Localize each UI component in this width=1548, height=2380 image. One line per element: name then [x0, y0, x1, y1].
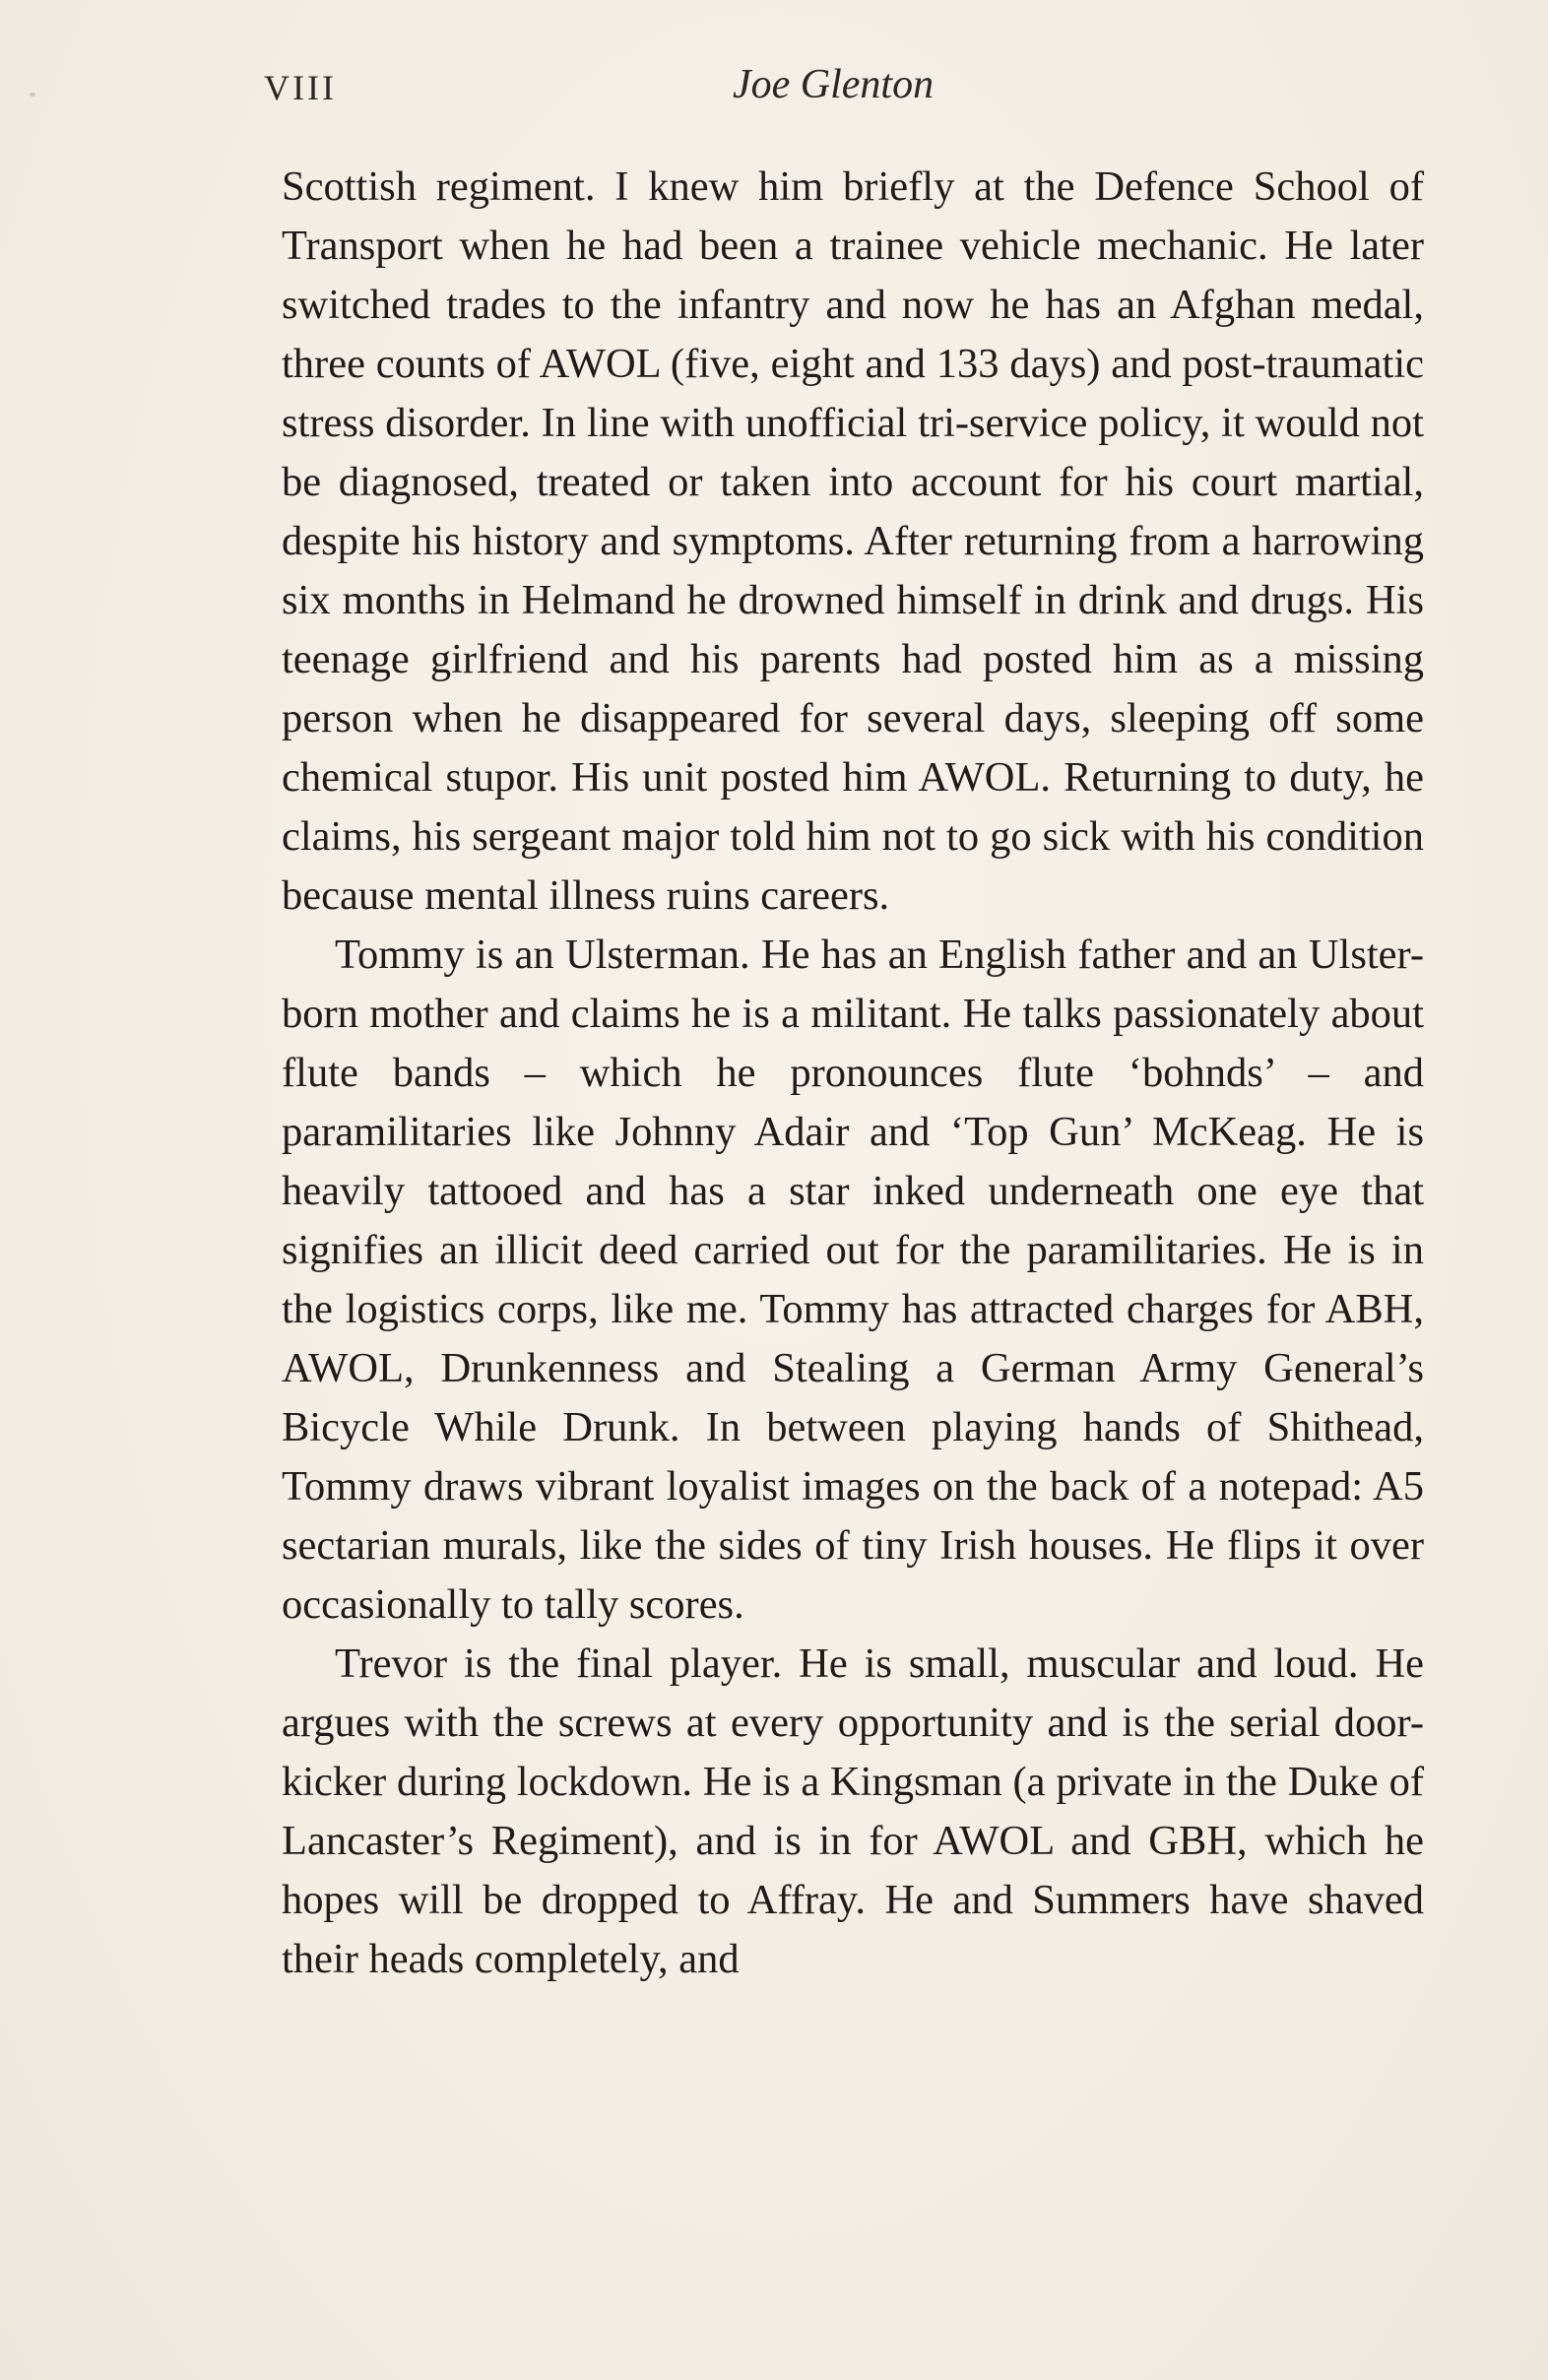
- paragraph-2: Tommy is an Ulsterman. He has an English father and an Ulster-born mother and claims he is a militant. He talks passionately about flute bands – which he pronounces flute ‘bohnds’ – and paramilitaries like Johnny Adair and ‘Top Gun’ McKeag. He is heavily tattooed and has a star inked underneath one eye that signifies an illicit deed carried out for the paramilitaries. He is in the logistics corps, like me. Tommy has attracted charges for ABH, AWOL, Drunkenness and Stealing a German Army General’s Bicycle While Drunk. In between playing hands of Shithead, Tommy draws vibrant loyalist images on the back of a notepad: A5 sectarian murals, like the sides of tiny Irish houses. He flips it over occasionally to tally scores.: [282, 932, 1424, 1628]
- page-number: VIII: [264, 68, 337, 107]
- paragraph-1: Scottish regiment. I knew him briefly at the Defence School of Transport when he had been a trainee vehicle mechanic. He later switched trades to the infantry and now he has an Afghan medal, three counts of AWOL (five, eight and 133 days) and post-traumatic stress disorder. In line with unofficial tri-service policy, it would not be diagnosed, treated or taken into account for his court martial, despite his history and symptoms. After returning from a harrowing six months in Helmand he drowned himself in drink and drugs. His teenage girlfriend and his parents had posted him as a missing person when he disappeared for several days, sleeping off some chemical stupor. His unit posted him AWOL. Returning to duty, he claims, his sergeant major told him not to go sick with his condition because mental illness ruins careers.: [282, 163, 1424, 919]
- body-text: [282, 158, 1424, 1989]
- paragraph-3: Trevor is the final player. He is small, muscular and loud. He argues with the screws at every opportunity and is the serial door-kicker during lockdown. He is a Kingsman (a private in the Duke of Lancaster’s Regiment), and is in for AWOL and GBH, which he hopes will be dropped to Affray. He and Summers have shaved their heads completely, and: [282, 1640, 1424, 1982]
- paper-speck: [30, 93, 35, 96]
- running-head-author: Joe Glenton: [733, 62, 935, 107]
